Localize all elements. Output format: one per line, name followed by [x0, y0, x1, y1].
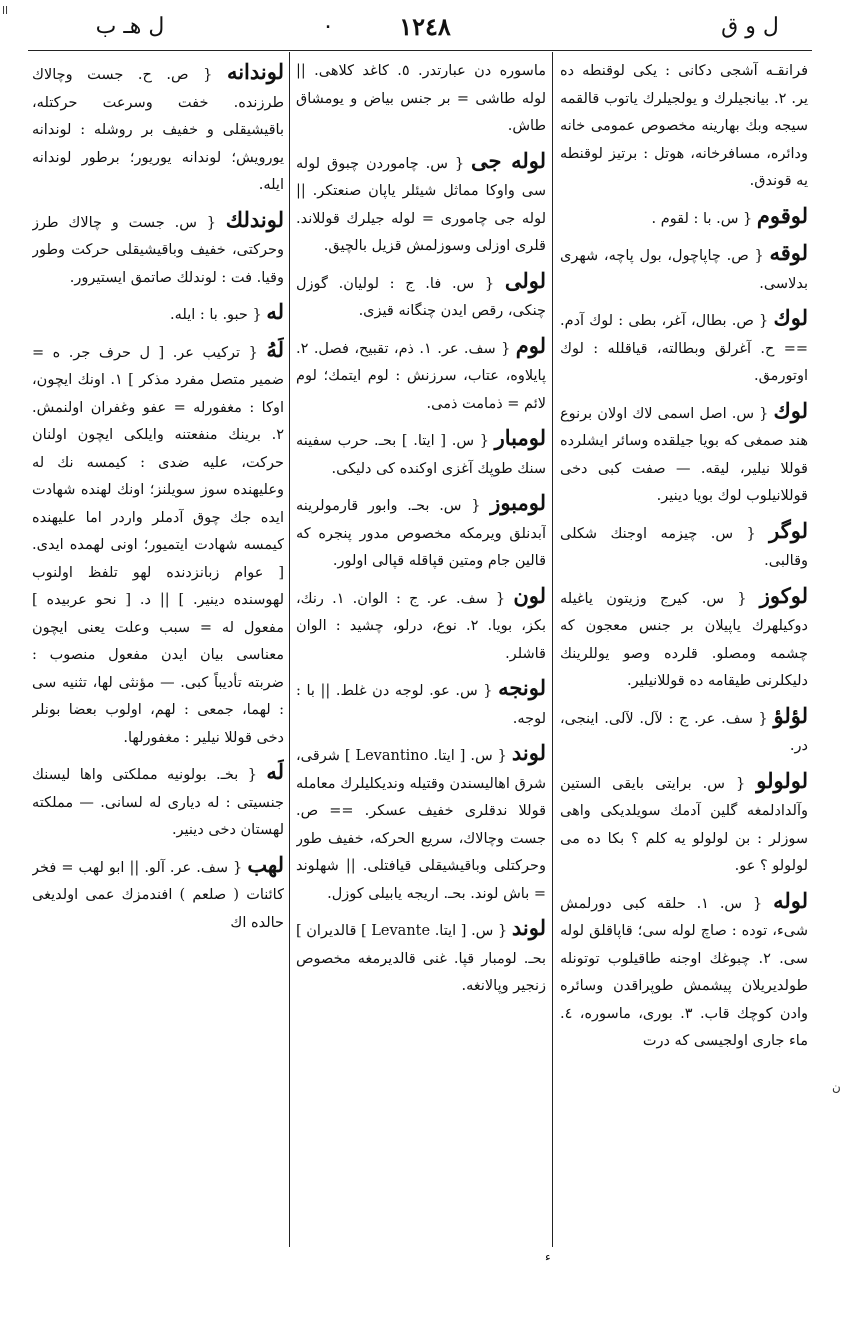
dictionary-entry [296, 267, 546, 326]
header-dot: ٠ [322, 14, 334, 39]
entry-definition: { حبو. با : ایله. [170, 307, 262, 323]
entry-headword: لولی [504, 267, 546, 293]
entry-headword: لوك [773, 305, 808, 330]
dictionary-entry [296, 582, 546, 669]
dictionary-entry [560, 397, 808, 511]
entry-definition: { س. با : لقوم . [651, 210, 753, 227]
entry-definition: { ص. بطال، آغر، بطی : لوك آدم. == ح. آغرلق وبطالته، قیاقلله : لوك اوتورمق. [560, 313, 808, 384]
entry-headword: لوگر [769, 517, 808, 543]
entry-definition: { س. اصل اسمی لاك اولان برنوع هند صمغی كه بویا جیلقده وسائر ایشلرده قوللا نیلیر، لیقه. — صفت کبی دخی قوللانیلوب لوك بویا دینیر. [560, 405, 808, 504]
header-right-letters: ل و ق [721, 14, 779, 39]
entry-headword: لوك [773, 397, 808, 423]
entry-headword: لَهُ [266, 336, 284, 362]
dictionary-entry [560, 582, 808, 696]
entry-definition: { سف. عر. ج : الوان. ۱. رنك، بكز، بویا. ۲. نوع، درلو، چشید : الوان قاشلر. [296, 590, 546, 662]
entry-headword: لوند [511, 740, 546, 765]
entry-definition: { س. جست و چالاك طرز وحركتی، خفیف وباقیشیقلی حركت وطور وقیا. فت : لوندلك صاتمق ایستیرور. [32, 214, 284, 286]
entry-headword: لوله جی [471, 147, 546, 173]
dictionary-entry [296, 489, 546, 576]
dictionary-entry [32, 758, 284, 845]
entry-headword: لومبوز [490, 490, 546, 515]
dictionary-entry [560, 58, 808, 196]
dictionary-entry [32, 58, 284, 200]
entry-headword: لونجه [498, 675, 546, 700]
entry-definition: { ص. چاپاچول، بول پاچه، شهری بدلاسی. [560, 248, 808, 292]
entry-definition: { سف. عر. آلو. || ابو لهب = فخر كائنات ( صلعم ) افندمزك عمی اولدیغی حالده اك [32, 859, 284, 931]
dictionary-entry [560, 767, 808, 881]
entry-headword: لوندلك [225, 206, 284, 232]
entry-definition: { س. عو. لوجه دن غلط. || با : لوجه. [296, 683, 546, 727]
entry-headword: لَه [266, 759, 284, 784]
entry-headword: لوكوز [759, 582, 808, 608]
header-rule [28, 50, 812, 51]
entry-definition: ماسوره دن عبارتدر. ٥. کاغد کلاهی. || لوله طاشی = بر جنس بیاض و یومشاق طاش. [296, 63, 546, 134]
entry-definition: { س. برایتی بایقی الستین وآلدادلمغه گلین آدمك سویلدیکی واهی سوزلر : بن لولولو یه کلم ؟ بکا ده می لولولو ؟ عو. [560, 775, 808, 874]
bottom-mark: ء [545, 1250, 551, 1264]
dictionary-entry [296, 147, 546, 261]
entry-definition: { ترکیب عر. [ ل حرف جر. ه = ضمیر متصل مفرد مذكر ] ۱. اونك ایچون، اوكا : مغفورله = عفو وغفران اولنمش. ۲. برینك منفعتنه وایلکی ایچون اولنان حركت، علیه ضدی : كیمسه نك له وعلیهنده سوز سویلنز؛ اونك لهنده شهادت ایده جك چوق آدملر واردر اما علیهنده كیمسه شهادت ایتمیور؛ اونی لهمده ایدی. [ عوام زبانزدنده لهو تلفظ اولنوب لهوسنده دینیر. ] || د. [ نحو عربیده ] مفعول له = سبب وعلت یعنی ایچون معناسی بیان ایدن مفعول منصوب : ضربته تأدیباً كبی. — مؤنثی لها، تثنیه سی : لهما، جمعی : لهم، اولوب بعضا بونلر دخی قوللا نیلیر : مغفورلها. [32, 344, 284, 746]
entry-definition: { س. چیزمه اوجنك شكلی وقالبی. [560, 525, 808, 569]
entry-headword: لوقه [769, 240, 808, 265]
entry-definition: { سف. عر. ۱. ذم، تقبیح، فصل. ۲. پایلاوه، عتاب، سرزنش : لوم ایتمك؛ لوم لائم = ذمامت ذمی. [296, 340, 546, 412]
entry-headword: لولولو [756, 767, 808, 793]
dictionary-entry [32, 206, 284, 293]
entry-definition: فرانقـه آشجی دکانی : یکی لوقنطه ده یر. ۲. بیانجیلرك و یولجیلرك یاتوب قالقمه سیجه وبك بهارینه مخصوص عمومی خانه ودائره، مسافرخانه، هوتل : برتیز لوقنطه یه قوندق. [560, 63, 808, 189]
dictionary-entry [296, 424, 546, 483]
column-divider-left [289, 52, 290, 1247]
dictionary-entry [296, 674, 546, 733]
entry-definition: { س. ۱. حلقه کبی دورلمش شیء، توده : صاچ لوله سی؛ قاپاقلق لوله سی. ۲. چبوغك اوجنه طاقیلوب توتونله طولدیریلان پیشمش طوپراقدن وسائره وادن کوچك قاب. ۳. بوری، ماسوره، ٤. ماء جاری اولجیسی که درت [560, 895, 808, 1049]
dictionary-entry [560, 202, 808, 234]
entry-definition: { بخـ. بولونیه مملكتی واها لیسنك جنسیتی : له دیاری له لسانی. — مملكته لهستان دخی دینیر. [32, 767, 284, 838]
entry-definition: { س. [ ایتا. Levantino ] شرقی، شرق اهالیسندن وقتیله وندیكلیلرك معامله قوللا ندقلری خفیف عسكر. == ص. جست وچالاك، سریع الحركه، خفیف طور وحركتلی وباقیشیقلی قیافتلی. || شهلوند = باش لوند. بحـ. اریجه یابیلی كوزل. [296, 748, 546, 902]
dictionary-entry [296, 58, 546, 141]
column-left [32, 58, 284, 1248]
entry-definition: { ص. ح. جست وچالاك طرزنده. خفت وسرعت حركتله، باقیشیقلی و خفیف بر روشله : لوندانه یورویش؛ لوندانه یوریور؛ برطور لوندانه ایله. [32, 67, 284, 193]
dictionary-entry [32, 298, 284, 330]
entry-headword: لؤلؤ [773, 702, 808, 728]
entry-headword: له [266, 299, 284, 324]
entry-headword: لوندانه [226, 59, 284, 84]
entry-headword: لوقوم [756, 202, 808, 228]
page-number: ١٢٤٨ [399, 12, 451, 41]
entry-headword: لون [513, 582, 546, 608]
margin-mark: ن [832, 1080, 841, 1094]
entry-headword: لوند [511, 915, 546, 940]
corner-mark: ll [2, 4, 9, 17]
dictionary-entry [560, 887, 808, 1056]
entry-headword: لوم [515, 332, 546, 358]
entry-definition: { س. [ ایتا. Levante ] قالدیران ] بحـ. لومبار قپا. غنی قالدیرمغه مخصوص زنجیر وپالانغه. [296, 923, 546, 994]
dictionary-entry [32, 851, 284, 938]
column-right [560, 58, 808, 1248]
entry-definition: { س. [ ایتا. ] بحـ. حرب سفینه سنك طوپك آغزی اوكنده كی دلیکی. [296, 433, 546, 477]
column-middle [296, 58, 546, 1248]
entry-definition: { س. بحـ. وابور قارمولرینه آبدنلق ویرمکه مخصوص مدور پنجره که قالین جام ومتین قپاقله قپالی اولور. [296, 498, 546, 569]
dictionary-entry [32, 336, 284, 753]
dictionary-entry [296, 739, 546, 908]
dictionary-entry [560, 304, 808, 391]
dictionary-entry [296, 332, 546, 419]
entry-definition: { س. کیرج وزیتون یاغیله دوكیلهرك یاپیلان بر جنس معجون که چشمه ومصلو. قلرده وصو یوللرینك دلیكلرنی طیقامه ده قوللانیلیر. [560, 590, 808, 689]
dictionary-entry [560, 517, 808, 576]
entry-headword: لومبار [494, 425, 546, 450]
dictionary-entry [560, 702, 808, 761]
entry-definition: { سف. عر. ج : لآل. لآلی. اینجی، در. [560, 710, 808, 754]
entry-definition: { س. فا. ج : لولیان. گوزل چنكی، رقص ایدن چنگانه قیزی. [296, 275, 546, 319]
entry-headword: لهب [247, 851, 284, 877]
column-divider-right [552, 52, 553, 1247]
dictionary-entry [560, 239, 808, 298]
entry-headword: لوله [773, 887, 808, 913]
header-left-letters: ل هـ ب [95, 14, 165, 39]
entry-definition: { س. چاموردن چبوق لوله سی واوكا مماثل شیئلر یاپان صنعتکر. || لوله جی چاموری = لوله جیلرك قوللاند. قلری اوزلی وسوزلمش قزیل بالچیق. [296, 155, 546, 254]
dictionary-entry [296, 914, 546, 1001]
